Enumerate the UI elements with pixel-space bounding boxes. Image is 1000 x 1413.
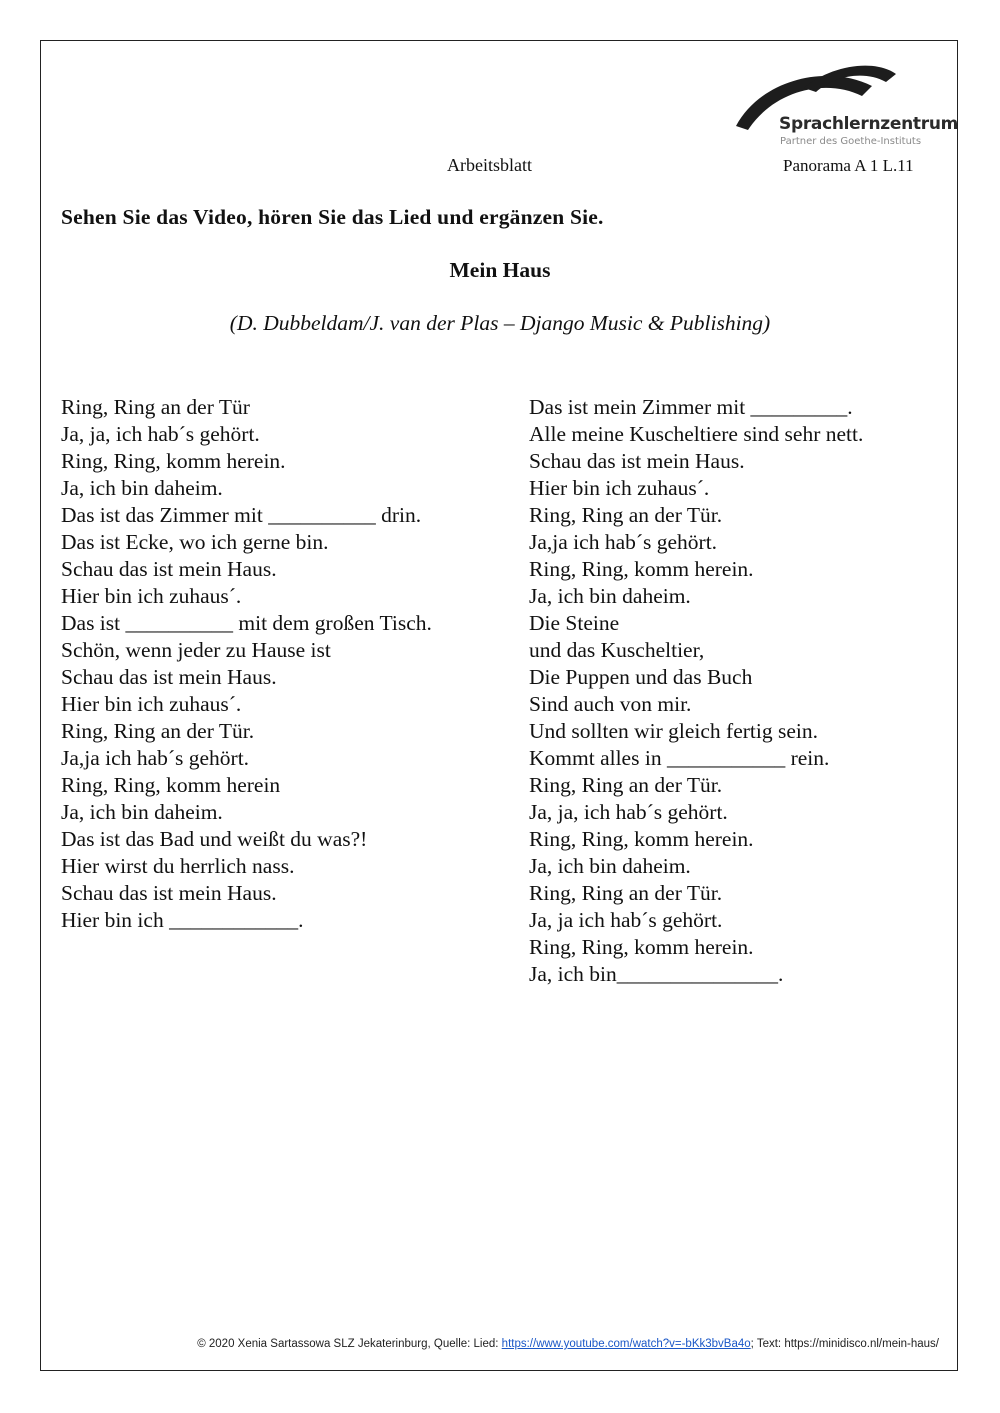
lyric-line: Schau das ist mein Haus. xyxy=(529,449,745,473)
lyric-line: Ja, ich bin daheim. xyxy=(529,584,691,608)
lyric-line: Hier bin ich ____________. xyxy=(61,908,304,932)
lyric-line: Ring, Ring, komm herein. xyxy=(529,827,754,851)
lyric-line: Ring, Ring an der Tür. xyxy=(529,503,723,527)
lyric-line: Die Steine xyxy=(529,611,620,635)
lyric-line: Ja, ich bin daheim. xyxy=(61,476,223,500)
sprachlernzentrum-logo xyxy=(734,58,959,153)
footer-suffix: ; Text: https://minidisco.nl/mein-haus/ xyxy=(750,1338,939,1350)
video-source-link[interactable]: https://www.youtube.com/watch?v=-bKk3bvBa4o xyxy=(501,1338,751,1350)
lyric-line: Schön, wenn jeder zu Hause ist xyxy=(61,638,331,662)
lesson-reference: Panorama A 1 L.11 xyxy=(783,156,914,175)
lyric-line: Das ist das Bad und weißt du was?! xyxy=(61,827,368,851)
logo-tagline: Partner des Goethe-Instituts xyxy=(780,136,922,147)
logo-name: Sprachlernzentrum xyxy=(779,114,959,134)
lyric-line: Alle meine Kuscheltiere sind sehr nett. xyxy=(529,422,864,446)
lyrics-left-column xyxy=(61,394,432,934)
lyric-line: Und sollten wir gleich fertig sein. xyxy=(529,719,818,743)
lyric-line: Ring, Ring, komm herein xyxy=(61,773,281,797)
lyric-line: Ja, ja, ich hab´s gehört. xyxy=(61,422,260,446)
song-title: Mein Haus xyxy=(449,258,551,282)
lyric-line: Hier bin ich zuhaus´. xyxy=(61,584,242,608)
footer-prefix: © 2020 Xenia Sartassowa SLZ Jekaterinburg, Quelle: Lied: xyxy=(197,1338,502,1350)
lyric-line: Schau das ist mein Haus. xyxy=(61,881,277,905)
lyric-line: Das ist __________ mit dem großen Tisch. xyxy=(61,611,432,635)
lyric-line: Ring, Ring, komm herein. xyxy=(529,557,754,581)
lyric-line: Kommt alles in ___________ rein. xyxy=(529,746,830,770)
lyrics-right-column xyxy=(529,394,863,988)
lyric-line: und das Kuscheltier, xyxy=(529,638,705,662)
lyric-line: Das ist das Zimmer mit __________ drin. xyxy=(61,503,422,527)
lyric-line: Ring, Ring an der Tür. xyxy=(61,719,255,743)
lyric-line: Ja, ich bin daheim. xyxy=(61,800,223,824)
lyric-line: Das ist Ecke, wo ich gerne bin. xyxy=(61,530,329,554)
lyric-line: Ja, ja ich hab´s gehört. xyxy=(529,908,723,932)
lyric-line: Ja, ich bin daheim. xyxy=(529,854,691,878)
lyric-line: Ja, ja, ich hab´s gehört. xyxy=(529,800,728,824)
sheet-label: Arbeitsblatt xyxy=(447,155,532,175)
lyric-line: Das ist mein Zimmer mit _________. xyxy=(529,395,853,419)
lyric-line: Ring, Ring, komm herein. xyxy=(529,935,754,959)
lyric-line: Sind auch von mir. xyxy=(529,692,692,716)
task-instruction: Sehen Sie das Video, hören Sie das Lied und ergänzen Sie. xyxy=(61,205,604,229)
lyric-line: Ja, ich bin_______________. xyxy=(529,962,784,986)
lyric-line: Ja,ja ich hab´s gehört. xyxy=(529,530,718,554)
lyric-line: Ring, Ring an der Tür xyxy=(61,395,250,419)
lyric-line: Ring, Ring an der Tür. xyxy=(529,773,723,797)
lyric-line: Hier bin ich zuhaus´. xyxy=(529,476,710,500)
song-credits: (D. Dubbeldam/J. van der Plas – Django Music & Publishing) xyxy=(229,311,771,335)
lyric-line: Schau das ist mein Haus. xyxy=(61,557,277,581)
footer-credits xyxy=(197,1338,939,1350)
lyric-line: Ja,ja ich hab´s gehört. xyxy=(61,746,250,770)
lyric-line: Hier wirst du herrlich nass. xyxy=(61,854,295,878)
lyric-line: Ring, Ring, komm herein. xyxy=(61,449,286,473)
lyric-line: Schau das ist mein Haus. xyxy=(61,665,277,689)
lyric-line: Ring, Ring an der Tür. xyxy=(529,881,723,905)
lyric-line: Hier bin ich zuhaus´. xyxy=(61,692,242,716)
lyric-line: Die Puppen und das Buch xyxy=(529,665,753,689)
